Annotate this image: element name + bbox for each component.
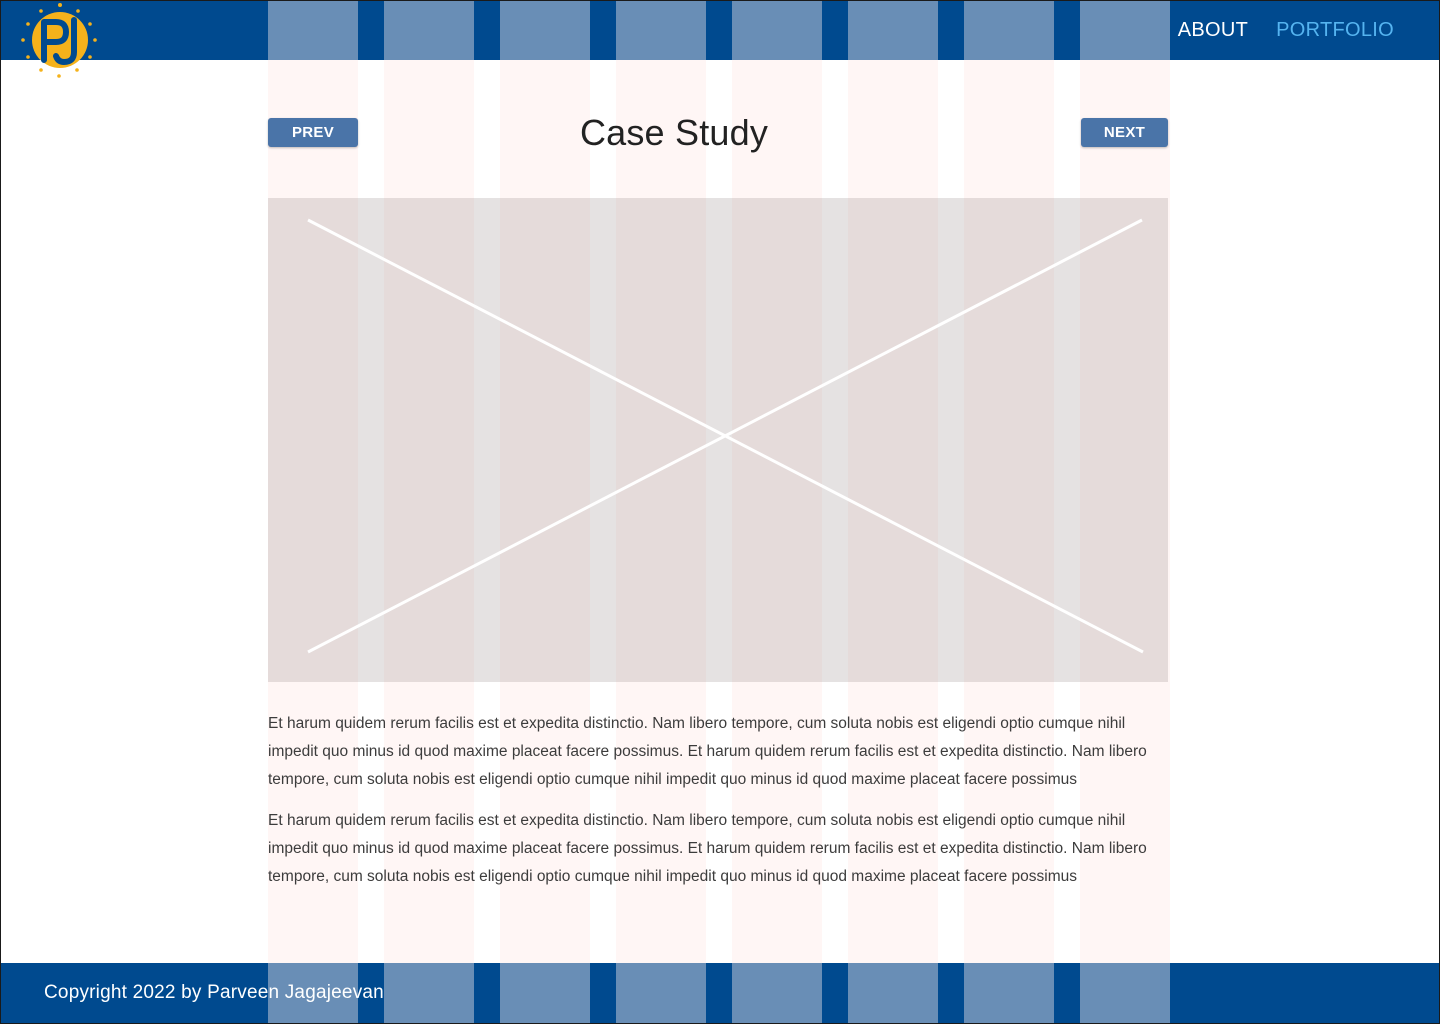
svg-text:PJ: PJ <box>59 46 61 47</box>
nav-about-link[interactable]: ABOUT <box>1177 19 1249 41</box>
prev-button[interactable]: PREV <box>268 118 358 147</box>
case-study-content <box>268 710 1170 904</box>
nav-portfolio-link[interactable]: PORTFOLIO <box>1276 19 1394 41</box>
next-button[interactable]: NEXT <box>1081 118 1168 147</box>
body-paragraph: Et harum quidem rerum facilis est et expedita distinctio. Nam libero tempore, cum soluta nobis est eligendi optio cumque nihil impedit quo minus id quod maxime placeat facere possimus. Et harum quidem rerum facilis est et expedita distinctio. Nam libero tempore, cum soluta nobis est eligendi optio cumque nihil impedit quo minus id quod maxime placeat facere possimus <box>268 715 1147 788</box>
hero-image-placeholder <box>268 198 1168 682</box>
image-placeholder-icon <box>268 198 1168 682</box>
main-nav <box>1178 19 1394 42</box>
copyright-text: Copyright 2022 by Parveen Jagajeevan <box>44 982 384 1003</box>
site-logo[interactable] <box>20 2 100 78</box>
body-paragraph: Et harum quidem rerum facilis est et expedita distinctio. Nam libero tempore, cum soluta nobis est eligendi optio cumque nihil impedit quo minus id quod maxime placeat facere possimus. Et harum quidem rerum facilis est et expedita distinctio. Nam libero tempore, cum soluta nobis est eligendi optio cumque nihil impedit quo minus id quod maxime placeat facere possimus <box>268 812 1147 885</box>
page-title: Case Study <box>579 112 769 153</box>
logo-icon <box>20 2 100 78</box>
